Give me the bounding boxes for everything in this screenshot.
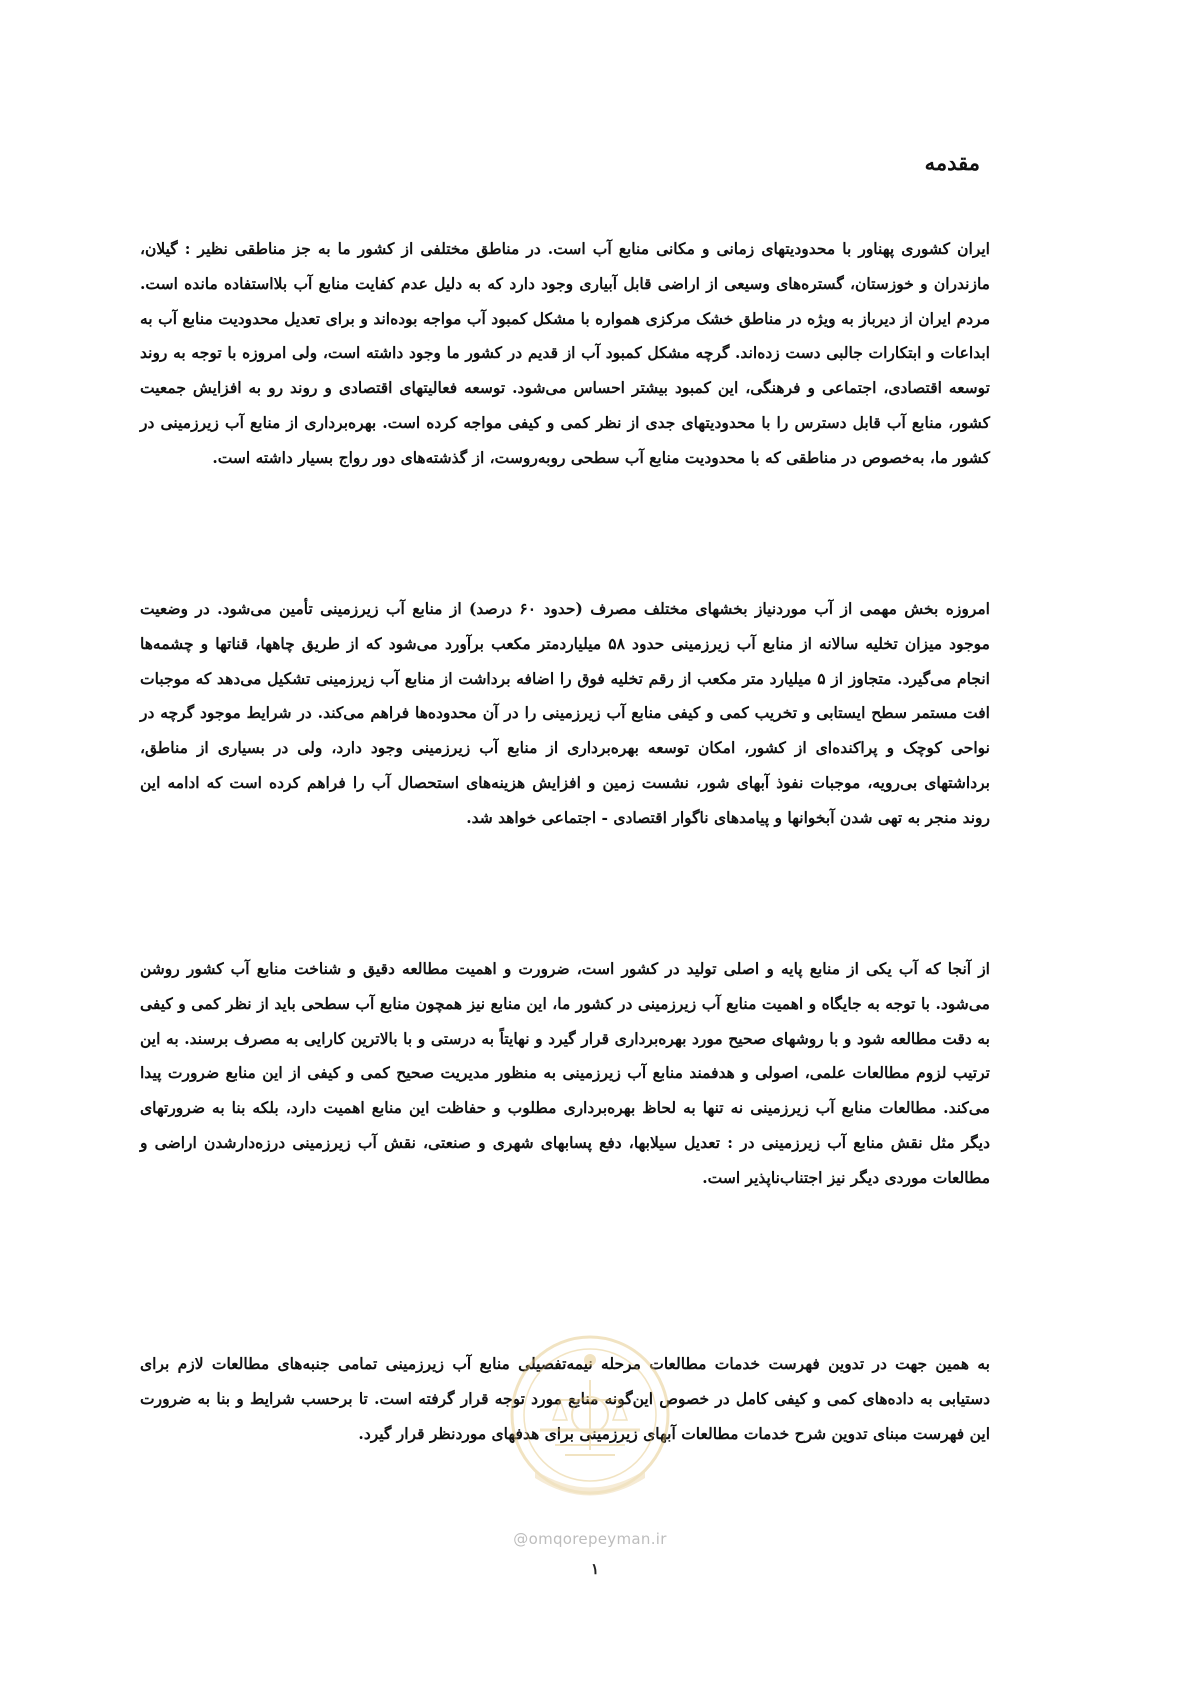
page-number: ۱ bbox=[590, 1560, 600, 1578]
watermark-website: @omqorepeyman.ir bbox=[513, 1530, 667, 1548]
paragraph-groundwater-usage: امروزه بخش مهمی از آب موردنیاز بخشهای مختلف مصرف (حدود ۶۰ درصد) از منابع آب زیرزمینی تأمین می‌شود. در وضعیت موجود میزان تخلیه سالانه از منابع آب زیرزمینی حدود ۵۸ میلیاردمتر مکعب برآورد می‌شود که از طریق چاهها، قناتها و چشمه‌ها انجام می‌گیرد. متجاوز از ۵ میلیارد متر مکعب از رقم تخلیه فوق را اضافه برداشت از منابع آب زیرزمینی تشکیل می‌دهد که موجبات افت مستمر سطح ایستابی و تخریب کمی و کیفی منابع آب زیرزمینی را در آن محدوده‌ها فراهم می‌کند. در شرایط موجود گرچه در نواحی کوچک و پراکنده‌ای از کشور، امکان توسعه بهره‌برداری از منابع آب زیرزمینی وجود دارد، ولی در بسیاری از مناطق، برداشتهای بی‌رویه، موجبات نفوذ آبهای شور، نشست زمین و افزایش هزینه‌های استحصال آب را فراهم کرده است که ادامه این روند منجر به تهی شدن آبخوانها و پیامدهای ناگوار اقتصادی - اجتماعی خواهد شد. bbox=[140, 599, 990, 827]
watermark-seal-logo bbox=[505, 1320, 675, 1520]
paragraph-study-importance: از آنجا که آب یکی از منابع پایه و اصلی تولید در کشور است، ضرورت و اهمیت مطالعه دقیق و شناخت منابع آب کشور روشن می‌شود. با توجه به جایگاه و اهمیت منابع آب زیرزمینی در کشور ما، این منابع نیز همچون منابع آب سطحی باید از نظر کمی و کیفی به دقت مطالعه شود و با روشهای صحیح مورد بهره‌برداری قرار گیرد و نهایتاً به درستی و با بالاترین کارایی به مصرف برسند. به این ترتیب لزوم مطالعات علمی، اصولی و هدفمند منابع آب زیرزمینی به منظور مدیریت صحیح کمی و کیفی از این منابع ضرورت پیدا می‌کند. مطالعات منابع آب زیرزمینی نه تنها به لحاظ بهره‌برداری مطلوب و حفاظت این منابع اهمیت دارد، بلکه بنا به ضرورتهای دیگر مثل نقش منابع آب زیرزمینی در : تعدیل سیلابها، دفع پسابهای شهری و صنعتی، نقش آب زیرزمینی درزه‌دارشدن اراضی و مطالعات موردی دیگر نیز اجتناب‌ناپذیر است. bbox=[140, 959, 990, 1187]
paragraph-services-list: به همین جهت در تدوین فهرست خدمات مطالعات مرحله نیمه‌تفصیلی منابع آب زیرزمینی تمامی جنبه‌های مطالعات لازم برای دستیابی به داده‌های کمی و کیفی کامل در خصوص این‌گونه منابع مورد توجه قرار گرفته است. تا برحسب شرایط و بنا به ضرورت این فهرست مبنای تدوین شرح خدمات مطالعات آبهای زیرزمینی برای هدفهای موردنظر قرار گیرد. bbox=[140, 1354, 990, 1443]
paragraph-intro: ایران کشوری پهناور با محدودیتهای زمانی و مکانی منابع آب است. در مناطق مختلفی از کشور ما به جز مناطقی نظیر : گیلان، مازندران و خوزستان، گستره‌های وسیعی از اراضی قابل آبیاری وجود دارد که به دلیل عدم کفایت منابع آب بلااستفاده مانده است. مردم ایران از دیرباز به ویژه در مناطق خشک مرکزی همواره با مشکل کمبود آب مواجه بوده‌اند و برای تعدیل محدودیت منابع آب به ابداعات و ابتکارات جالبی دست زده‌اند. گرچه مشکل کمبود آب از قدیم در کشور ما وجود داشته است، ولی امروزه با توجه به روند توسعه اقتصادی، اجتماعی و فرهنگی، این کمبود بیشتر احساس می‌شود. توسعه فعالیتهای اقتصادی و روند رو به افزایش جمعیت کشور، منابع آب قابل دسترس را با محدودیتهای جدی از نظر کمی و کیفی مواجه کرده است. بهره‌برداری از منابع آب زیرزمینی در کشور ما، به‌خصوص در مناطقی که با محدودیت منابع آب سطحی روبه‌روست، از گذشته‌های دور رواج بسیار داشته است. bbox=[140, 239, 990, 467]
section-heading: مقدمه bbox=[924, 150, 980, 175]
